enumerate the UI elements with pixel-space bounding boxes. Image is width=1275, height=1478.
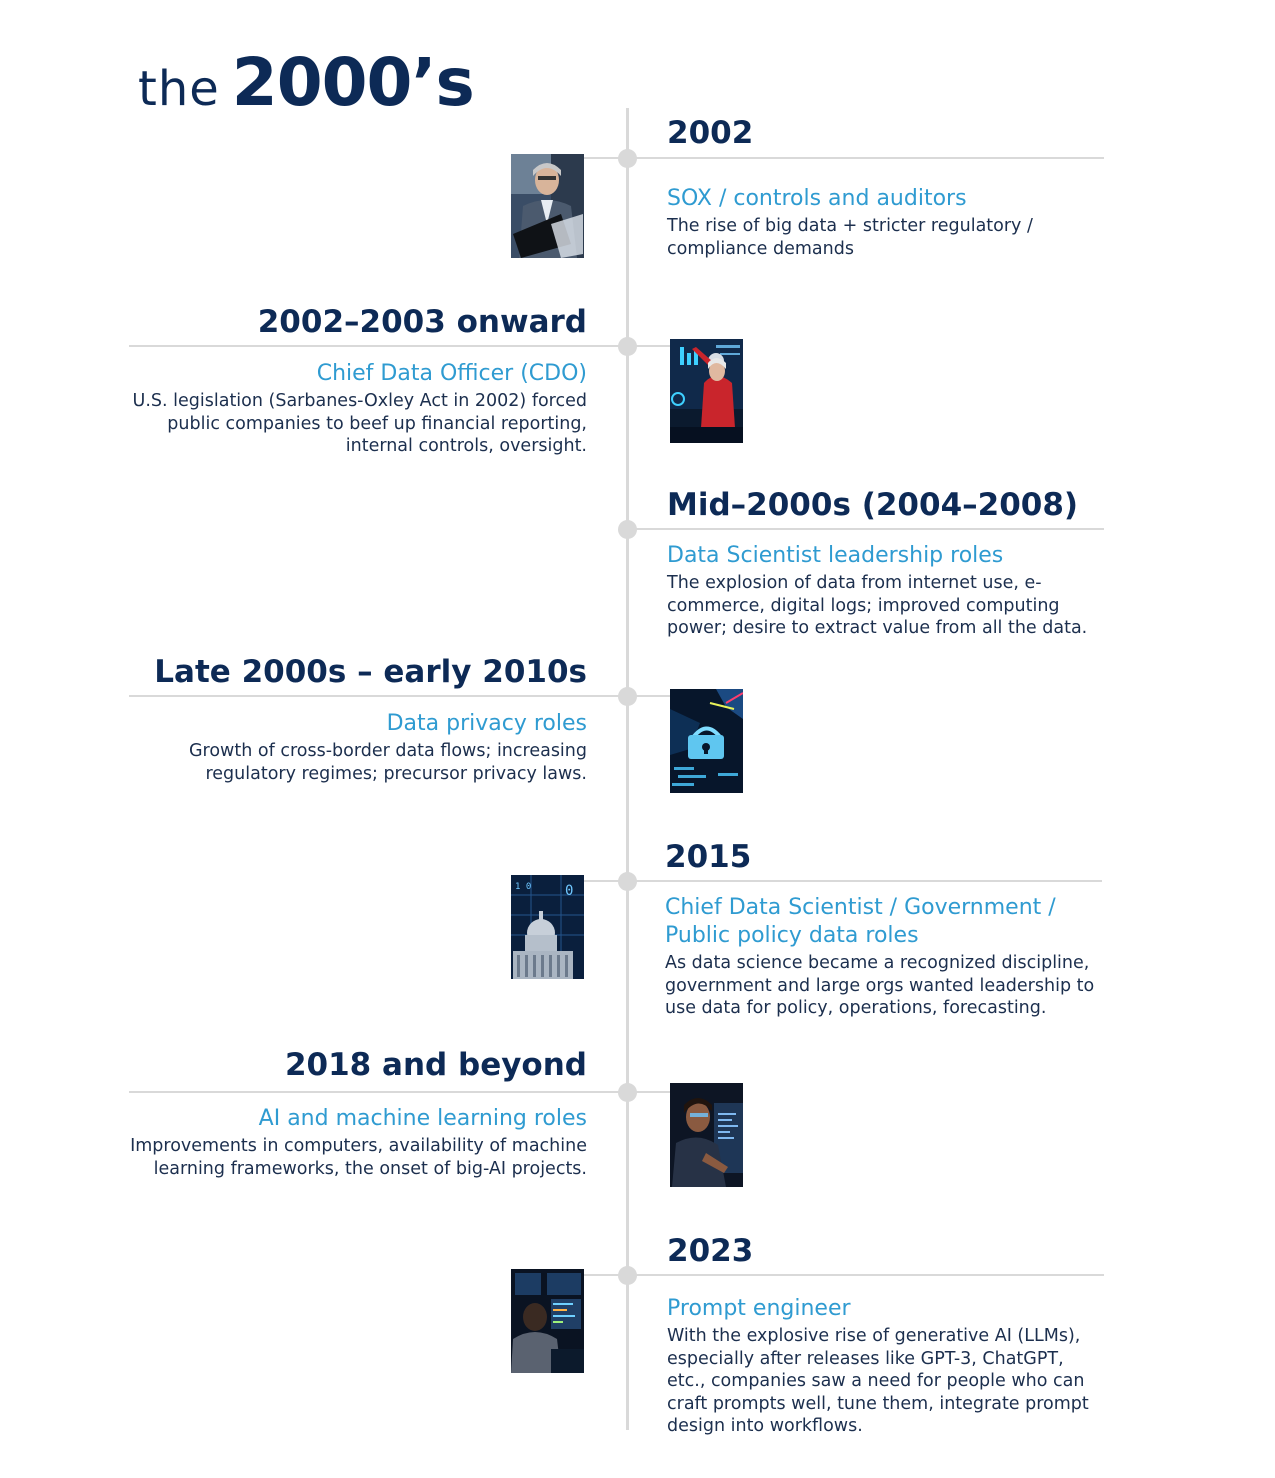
timeline-entry-2002 xyxy=(667,115,1097,260)
timeline-entry-mid-2000s xyxy=(667,487,1107,640)
entry-subtitle: SOX / controls and auditors xyxy=(667,186,967,211)
page-title-decade: 2000’s xyxy=(231,44,474,121)
entry-subtitle: Chief Data Officer (CDO) xyxy=(316,361,587,386)
entry-subtitle: AI and machine learning roles xyxy=(258,1106,587,1131)
entry-heading: 2002–2003 onward xyxy=(257,304,587,340)
presenter-at-dashboard-icon xyxy=(670,339,743,443)
entry-description: The rise of big data + stricter regulatory / compliance demands xyxy=(667,216,1033,259)
timeline-entry-2015 xyxy=(665,839,1105,1020)
digital-padlock-icon xyxy=(670,689,743,793)
entry-heading: 2018 and beyond xyxy=(284,1047,587,1083)
entry-subtitle: Data privacy roles xyxy=(386,711,587,736)
timeline-dot xyxy=(618,149,637,168)
entry-description: Growth of cross-border data flows; increasing regulatory regimes; precursor privacy laws. xyxy=(188,741,587,784)
entry-description: U.S. legislation (Sarbanes-Oxley Act in 2002) forced public companies to beef up financial reporting, internal controls, oversight. xyxy=(132,391,587,456)
timeline-dot xyxy=(618,337,637,356)
entry-description: As data science became a recognized discipline, government and large orgs wanted leadership to use data for policy, operations, forecasting. xyxy=(665,953,1095,1018)
businessman-with-documents-icon xyxy=(511,154,584,258)
timeline-dot xyxy=(618,1266,637,1285)
entry-subtitle: Chief Data Scientist / Government / Public policy data roles xyxy=(665,895,1056,948)
svg-text:0: 0 xyxy=(565,883,574,899)
timeline-entry-2023 xyxy=(667,1233,1107,1438)
entry-description: Improvements in computers, availability of machine learning frameworks, the onset of big-AI projects. xyxy=(130,1136,587,1179)
developer-at-monitors-icon xyxy=(511,1269,584,1373)
timeline-entry-2002-2003 xyxy=(127,304,587,458)
entry-heading: Late 2000s – early 2010s xyxy=(154,654,587,690)
svg-text:1 0: 1 0 xyxy=(515,882,532,892)
entry-description: The explosion of data from internet use, e-commerce, digital logs; improved computing power; desire to extract value from all the data. xyxy=(667,573,1088,638)
entry-heading: Mid–2000s (2004–2008) xyxy=(667,487,1079,523)
capitol-building-data-icon xyxy=(511,875,584,979)
page-title xyxy=(138,44,474,121)
entry-heading: 2002 xyxy=(667,115,754,151)
entry-subtitle: Prompt engineer xyxy=(667,1296,851,1321)
page-title-prefix: the xyxy=(138,61,220,117)
timeline-dot xyxy=(618,520,637,539)
entry-heading: 2015 xyxy=(665,839,752,875)
timeline-entry-late-2000s xyxy=(127,654,587,785)
entry-subtitle: Data Scientist leadership roles xyxy=(667,543,1004,568)
entry-heading: 2023 xyxy=(667,1233,754,1269)
timeline-axis xyxy=(626,108,629,1430)
engineer-at-screen-icon xyxy=(670,1083,743,1187)
timeline-dot xyxy=(618,687,637,706)
timeline-dot xyxy=(618,872,637,891)
timeline-entry-2018 xyxy=(127,1047,587,1180)
entry-description: With the explosive rise of generative AI (LLMs), especially after releases like GPT-3, ChatGPT, etc., companies saw a need for people who can craft prompts well, tune them, integrate prompt design into workflows. xyxy=(667,1326,1089,1436)
timeline-dot xyxy=(618,1083,637,1102)
